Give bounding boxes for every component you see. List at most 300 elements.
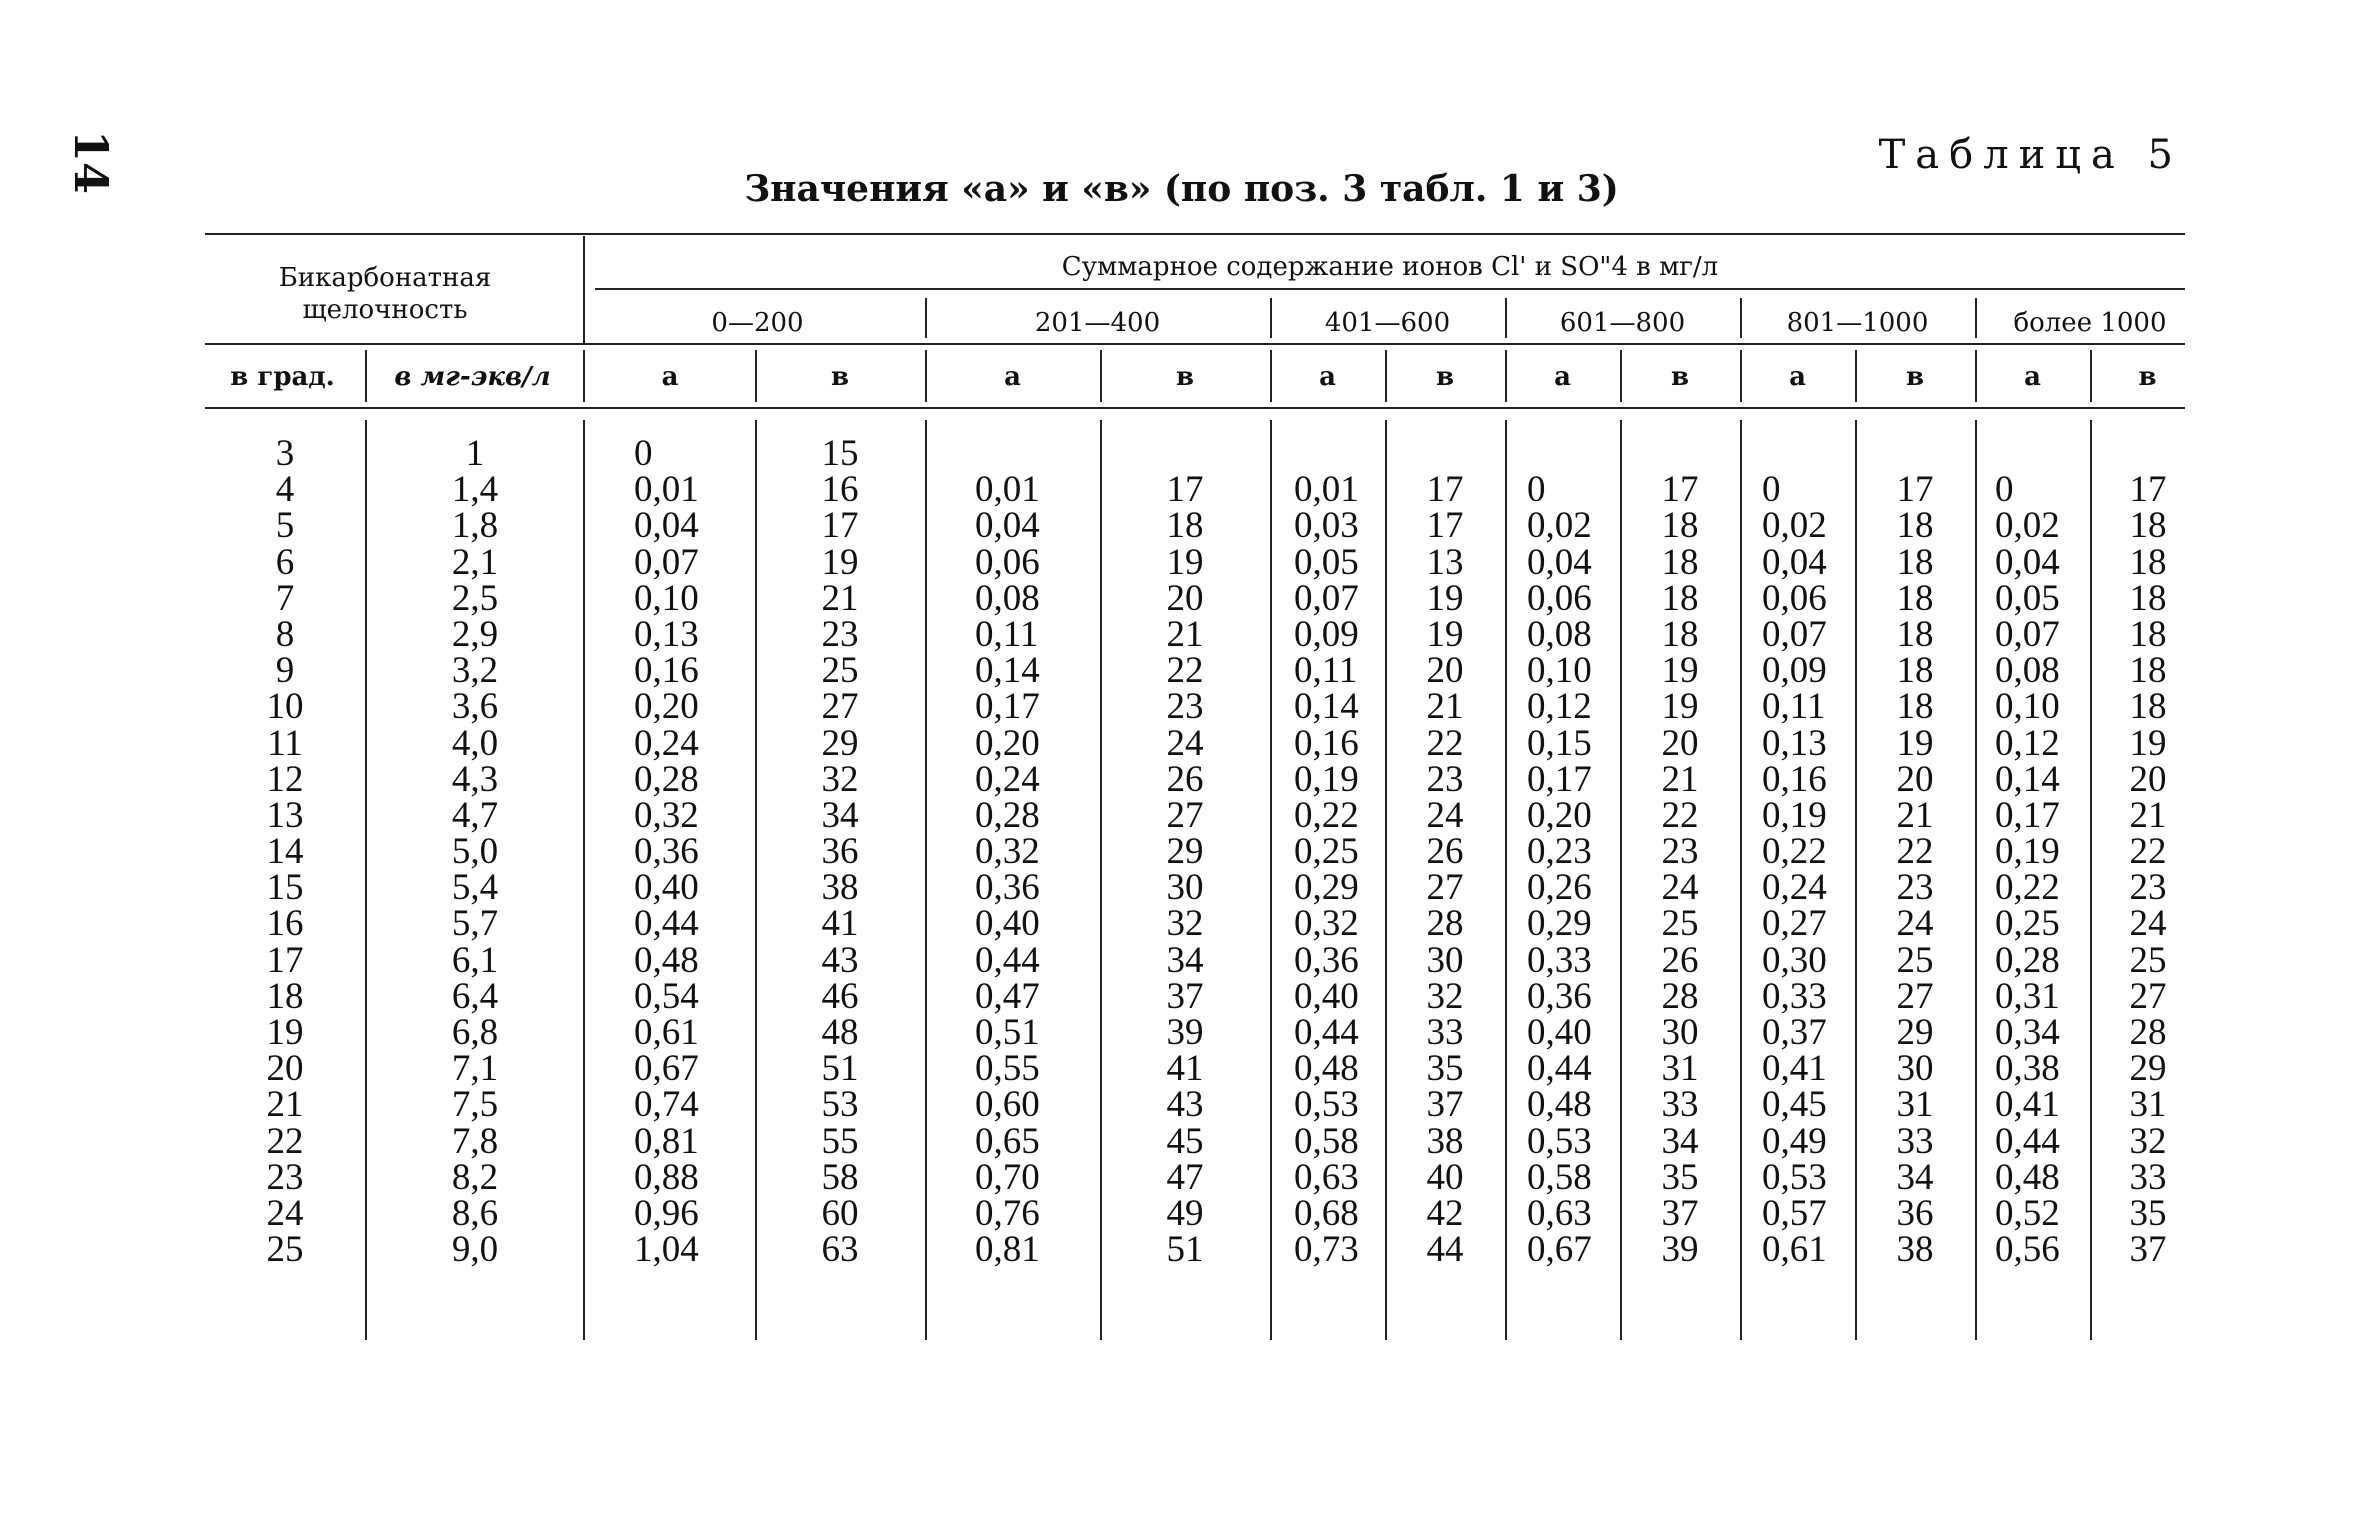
table-cell: 0,23: [1527, 831, 1592, 873]
rule-under-units: [205, 407, 2185, 409]
table-cell: 18: [1896, 577, 1934, 619]
table-cell: 0,44: [1294, 1012, 1359, 1053]
table-cell: 24: [1426, 794, 1464, 836]
table-cell: 22: [266, 1120, 304, 1162]
table-cell: 34: [1661, 1120, 1699, 1162]
table-cell: 40: [1426, 1156, 1464, 1198]
table-cell: 21: [1166, 613, 1204, 655]
table-cell: 0,01: [975, 469, 1040, 511]
table-cell: 0,51: [975, 1012, 1040, 1053]
table-cell: 21: [2129, 794, 2167, 836]
table-cell: 34: [821, 794, 859, 836]
table-cell: 4,0: [451, 722, 499, 764]
header-b: в: [1175, 362, 1195, 392]
range-header: более 1000: [2013, 308, 2167, 338]
header-a: а: [1789, 362, 1806, 392]
table-cell: 0,96: [634, 1192, 699, 1234]
table-cell: 0,53: [1294, 1084, 1359, 1126]
table-cell: 23: [1426, 758, 1464, 800]
table-cell: 0,36: [1294, 939, 1359, 981]
range-header: 601—800: [1559, 308, 1686, 338]
table-cell: 0,88: [634, 1156, 699, 1198]
table-cell: 0,11: [975, 613, 1039, 655]
table-cell: 33: [1661, 1084, 1699, 1126]
table-cell: 31: [1896, 1084, 1934, 1126]
range-header: 201—400: [1034, 308, 1161, 338]
table-cell: 0,44: [634, 903, 699, 945]
header-unit-deg: в град.: [230, 362, 335, 392]
table-cell: 0,08: [1527, 613, 1592, 655]
table-cell: 19: [1661, 686, 1699, 728]
table-cell: 7,8: [451, 1120, 499, 1162]
table-cell: 0,22: [1995, 867, 2060, 909]
table-cell: 0,44: [1995, 1120, 2060, 1162]
table-cell: 0: [1995, 469, 2014, 511]
table-cell: 3,6: [451, 686, 499, 728]
table-cell: 0,12: [1527, 686, 1592, 728]
table-cell: 0,28: [1995, 939, 2060, 981]
table-cell: 0,32: [975, 831, 1040, 873]
table-cell: 29: [1896, 1012, 1934, 1053]
table-cell: 30: [1426, 939, 1464, 981]
table-cell: 0,55: [975, 1048, 1040, 1090]
column-b-over-1000: [2098, 436, 2198, 1271]
table-cell: 0,30: [1762, 939, 1827, 981]
table-cell: 23: [821, 613, 859, 655]
table-cell: 0,17: [1995, 794, 2060, 836]
table-cell: 20: [1661, 722, 1699, 764]
table-cell: 18: [1896, 541, 1934, 583]
table-cell: 32: [1426, 975, 1464, 1017]
table-cell: 0,15: [1527, 722, 1592, 764]
table-cell: 7: [275, 577, 295, 619]
table-cell: 25: [1896, 939, 1934, 981]
table-cell: 0,36: [1527, 975, 1592, 1017]
page-number: 14: [64, 130, 118, 195]
table-cell: 0,25: [1294, 831, 1359, 873]
table-cell: [2098, 436, 2198, 472]
table-cell: 0,16: [1762, 758, 1827, 800]
header-a: а: [661, 362, 679, 392]
column-divider: [1505, 420, 1507, 1340]
table-cell: 0,19: [1762, 794, 1827, 836]
table-cell: 0,19: [1995, 831, 2060, 873]
table-cell: 23: [1661, 831, 1699, 873]
table-cell: 16: [821, 469, 859, 511]
table-cell: 0,45: [1762, 1084, 1827, 1126]
column-divider: [1855, 350, 1857, 402]
table-cell: 0,12: [1995, 722, 2060, 764]
table-cell: 18: [1896, 613, 1934, 655]
rule-under-ion-sum: [595, 288, 2185, 290]
table-cell: 0,25: [1995, 903, 2060, 945]
table-cell: 22: [1661, 794, 1699, 836]
table-cell: 15: [821, 433, 859, 474]
table-cell: 37: [1661, 1192, 1699, 1234]
table-cell: 0,53: [1527, 1120, 1592, 1162]
table-cell: 21: [1426, 686, 1464, 728]
table-cell: 0,48: [634, 939, 699, 981]
table-cell: 0,58: [1527, 1156, 1592, 1198]
table-cell: 18: [2129, 613, 2167, 655]
header-b: в: [2138, 362, 2157, 392]
table-cell: 19: [1426, 577, 1464, 619]
table-cell: 0,07: [1294, 577, 1359, 619]
table-cell: 19: [2129, 722, 2167, 764]
table-label: Таблица 5: [1878, 132, 2183, 178]
column-a-401-600: [1294, 436, 1384, 1271]
table-cell: 27: [1896, 975, 1934, 1017]
table-cell: 19: [266, 1012, 304, 1053]
table-cell: 37: [1426, 1084, 1464, 1126]
table-cell: 0,09: [1294, 613, 1359, 655]
column-divider: [365, 420, 367, 1340]
table-cell: 45: [1166, 1120, 1204, 1162]
table-cell: 0,14: [1995, 758, 2060, 800]
table-cell: 0,06: [1527, 577, 1592, 619]
table-cell: 0,58: [1294, 1120, 1359, 1162]
table-cell: 29: [1166, 831, 1204, 873]
table-cell: 13: [1426, 541, 1464, 583]
rule-under-ranges: [205, 343, 2185, 345]
table-cell: 8: [275, 613, 295, 655]
header-alkalinity: Бикарбонатная щелочность: [278, 263, 492, 325]
column-a-801-1000: [1762, 436, 1852, 1271]
table-cell: 4: [275, 469, 295, 511]
table-title: Значения «а» и «в» (по поз. 3 табл. 1 и 3): [744, 168, 1619, 210]
table-cell: 0,03: [1294, 505, 1359, 547]
table-cell: 0,05: [1995, 577, 2060, 619]
table-cell: 18: [1661, 613, 1699, 655]
table-cell: 20: [1896, 758, 1934, 800]
table-cell: 30: [1661, 1012, 1699, 1053]
column-divider: [1975, 420, 1977, 1340]
column-divider: [1975, 350, 1977, 402]
table-cell: 6,8: [451, 1012, 499, 1053]
table-cell: 0,07: [1995, 613, 2060, 655]
table-cell: 33: [1896, 1120, 1934, 1162]
table-cell: 0,04: [1995, 541, 2060, 583]
table-cell: 32: [821, 758, 859, 800]
table-cell: 27: [2129, 975, 2167, 1017]
table-cell: 13: [266, 794, 304, 836]
table-cell: 35: [1661, 1156, 1699, 1198]
table-cell: 23: [1166, 686, 1204, 728]
table-cell: 0,01: [1294, 469, 1359, 511]
table-cell: 43: [1166, 1084, 1204, 1126]
table-cell: 38: [821, 867, 859, 909]
table-cell: 53: [821, 1084, 859, 1126]
table-cell: 8,6: [451, 1192, 499, 1234]
table-cell: 17: [1661, 469, 1699, 511]
table-cell: 10: [266, 686, 304, 728]
table-cell: 1,04: [634, 1229, 699, 1271]
column-divider: [2090, 420, 2092, 1340]
table-cell: 0,33: [1762, 975, 1827, 1017]
table-cell: 55: [821, 1120, 859, 1162]
table-cell: 14: [266, 831, 304, 873]
column-a-601-800: [1527, 436, 1617, 1271]
table-cell: 20: [1166, 577, 1204, 619]
table-cell: 18: [2129, 541, 2167, 583]
header-a: а: [1319, 362, 1336, 392]
table-cell: 0,24: [975, 758, 1040, 800]
column-deg: [210, 433, 360, 1271]
table-cell: 0,32: [1294, 903, 1359, 945]
table-cell: 0,20: [975, 722, 1040, 764]
table-cell: 27: [1166, 794, 1204, 836]
table-cell: [1527, 436, 1617, 472]
table-cell: 0,76: [975, 1192, 1040, 1234]
table-cell: 0,16: [634, 650, 699, 692]
table-cell: 21: [266, 1084, 304, 1126]
table-cell: 0,17: [975, 686, 1040, 728]
table-cell: 3,2: [451, 650, 499, 692]
table-cell: 0,10: [634, 577, 699, 619]
table-cell: [1995, 436, 2087, 472]
table-cell: 0,20: [634, 686, 699, 728]
table-cell: 0,08: [1995, 650, 2060, 692]
table-cell: 16: [266, 903, 304, 945]
table-cell: 0,54: [634, 975, 699, 1017]
table-cell: 19: [1426, 613, 1464, 655]
table-cell: 0,11: [1294, 650, 1358, 692]
column-divider: [1270, 298, 1272, 338]
table-cell: 0,14: [975, 650, 1040, 692]
table-cell: 0,06: [975, 541, 1040, 583]
table-cell: 0,11: [1762, 686, 1826, 728]
table-cell: 0,13: [1762, 722, 1827, 764]
column-divider: [1505, 350, 1507, 402]
table-cell: 0,38: [1995, 1048, 2060, 1090]
column-divider: [925, 350, 927, 402]
table-cell: 26: [1166, 758, 1204, 800]
table-cell: 0,67: [1527, 1229, 1592, 1271]
table-cell: 23: [2129, 867, 2167, 909]
table-cell: 5,7: [451, 903, 499, 945]
table-cell: 0,48: [1527, 1084, 1592, 1126]
table-cell: 30: [1166, 867, 1204, 909]
table-cell: 47: [1166, 1156, 1204, 1198]
table-cell: 8,2: [451, 1156, 499, 1198]
table-cell: 0,74: [634, 1084, 699, 1126]
table-cell: 0,02: [1762, 505, 1827, 547]
column-divider: [1855, 420, 1857, 1340]
column-a-0-200: [634, 433, 752, 1271]
table-cell: 0,10: [1527, 650, 1592, 692]
table-cell: 0,20: [1527, 794, 1592, 836]
header-b: в: [1435, 362, 1455, 392]
table-cell: 0,29: [1294, 867, 1359, 909]
table-cell: 0,28: [634, 758, 699, 800]
table-cell: 0,28: [975, 794, 1040, 836]
table-cell: 0,67: [634, 1048, 699, 1090]
column-divider: [365, 350, 367, 402]
table-cell: 38: [1896, 1229, 1934, 1271]
header-b: в: [1905, 362, 1925, 392]
table-cell: 29: [2129, 1048, 2167, 1090]
table-cell: 22: [1896, 831, 1934, 873]
table-cell: 19: [821, 541, 859, 583]
table-cell: 1,4: [451, 469, 499, 511]
table-cell: 0,17: [1527, 758, 1592, 800]
table-cell: 17: [266, 939, 304, 981]
table-cell: 21: [821, 577, 859, 619]
table-cell: 0,24: [1762, 867, 1827, 909]
table-cell: 18: [1896, 686, 1934, 728]
table-cell: 0,04: [634, 505, 699, 547]
table-cell: 0,22: [1294, 794, 1359, 836]
table-cell: 25: [266, 1229, 304, 1271]
table-cell: 0,44: [1527, 1048, 1592, 1090]
column-divider: [925, 420, 927, 1340]
table-cell: 31: [1661, 1048, 1699, 1090]
range-header: 801—1000: [1786, 308, 1929, 338]
table-cell: 51: [1166, 1229, 1204, 1271]
table-cell: 46: [821, 975, 859, 1017]
table-cell: 11: [267, 722, 303, 764]
table-cell: 20: [266, 1048, 304, 1090]
table-cell: 19: [1166, 541, 1204, 583]
table-cell: 0,07: [1762, 613, 1827, 655]
table-cell: 24: [1166, 722, 1204, 764]
table-cell: 51: [821, 1048, 859, 1090]
table-cell: 0,63: [1294, 1156, 1359, 1198]
table-cell: 0,16: [1294, 722, 1359, 764]
table-cell: 22: [2129, 831, 2167, 873]
table-cell: 24: [2129, 903, 2167, 945]
table-cell: 4,3: [451, 758, 499, 800]
table-cell: 60: [821, 1192, 859, 1234]
table-cell: 36: [821, 831, 859, 873]
table-cell: [1865, 436, 1965, 472]
table-cell: [975, 436, 1095, 472]
table-cell: 0,81: [975, 1229, 1040, 1271]
table-cell: 1: [465, 433, 485, 474]
column-divider: [1975, 298, 1977, 338]
column-divider: [1740, 298, 1742, 338]
table-cell: 15: [266, 867, 304, 909]
header-b: в: [1670, 362, 1690, 392]
table-cell: 0,40: [1294, 975, 1359, 1017]
table-cell: [1395, 436, 1495, 472]
table-cell: 30: [1896, 1048, 1934, 1090]
column-b-401-600: [1395, 436, 1495, 1271]
column-divider: [755, 420, 757, 1340]
table-cell: 0,37: [1762, 1012, 1827, 1053]
table-cell: 41: [821, 903, 859, 945]
table-cell: 5: [275, 505, 295, 547]
table-cell: 19: [1896, 722, 1934, 764]
column-b-801-1000: [1865, 436, 1965, 1271]
table-cell: 0,14: [1294, 686, 1359, 728]
table-cell: 0,41: [1762, 1048, 1827, 1090]
table-cell: 24: [1661, 867, 1699, 909]
table-cell: 17: [1166, 469, 1204, 511]
table-cell: 63: [821, 1229, 859, 1271]
header-unit-mg: в мг-экв/л: [394, 362, 551, 392]
table-cell: 0,24: [634, 722, 699, 764]
table-cell: 0,49: [1762, 1120, 1827, 1162]
table-cell: 17: [2129, 469, 2167, 511]
table-cell: 0,32: [634, 794, 699, 836]
table-cell: 36: [1896, 1192, 1934, 1234]
column-b-601-800: [1630, 436, 1730, 1271]
table-cell: 0,40: [975, 903, 1040, 945]
table-cell: 21: [1896, 794, 1934, 836]
table-cell: 18: [2129, 505, 2167, 547]
table-cell: 0: [1527, 469, 1546, 511]
table-cell: 34: [1166, 939, 1204, 981]
table-cell: 44: [1426, 1229, 1464, 1271]
column-divider: [1270, 420, 1272, 1340]
column-divider: [925, 298, 927, 338]
table-cell: 0,53: [1762, 1156, 1827, 1198]
table-cell: 25: [821, 650, 859, 692]
table-cell: 0,10: [1995, 686, 2060, 728]
table-cell: 0,60: [975, 1084, 1040, 1126]
table-cell: 48: [821, 1012, 859, 1053]
table-cell: 0,29: [1527, 903, 1592, 945]
column-divider: [1385, 350, 1387, 402]
table-cell: 37: [2129, 1229, 2167, 1271]
table-cell: 17: [1896, 469, 1934, 511]
column-divider: [755, 350, 757, 402]
column-divider: [1100, 420, 1102, 1340]
table-cell: 0,63: [1527, 1192, 1592, 1234]
table-cell: 23: [266, 1156, 304, 1198]
table-cell: 17: [1426, 469, 1464, 511]
header-a: а: [1554, 362, 1571, 392]
table-cell: 0,02: [1995, 505, 2060, 547]
table-cell: 0,04: [1762, 541, 1827, 583]
table-cell: 0,13: [634, 613, 699, 655]
table-cell: 33: [2129, 1156, 2167, 1198]
table-cell: 18: [2129, 650, 2167, 692]
table-cell: 33: [1426, 1012, 1464, 1053]
table-cell: 0,02: [1527, 505, 1592, 547]
header-a: а: [1004, 362, 1021, 392]
table-cell: 2,5: [451, 577, 499, 619]
column-mg: [385, 433, 565, 1271]
table-cell: 6: [275, 541, 295, 583]
header-b: в: [830, 362, 850, 392]
table-cell: 0,33: [1527, 939, 1592, 981]
table-cell: [1125, 436, 1245, 472]
column-a-201-400: [975, 436, 1095, 1271]
table-cell: 0,26: [1527, 867, 1592, 909]
table-cell: 41: [1166, 1048, 1204, 1090]
table-cell: 28: [2129, 1012, 2167, 1053]
table-cell: 0,73: [1294, 1229, 1359, 1271]
table-cell: 0,61: [634, 1012, 699, 1053]
table-cell: 0,70: [975, 1156, 1040, 1198]
table-cell: 17: [821, 505, 859, 547]
table-cell: 35: [2129, 1192, 2167, 1234]
table-cell: 34: [1896, 1156, 1934, 1198]
table-cell: [1762, 436, 1852, 472]
table-cell: 39: [1661, 1229, 1699, 1271]
table-cell: 43: [821, 939, 859, 981]
table-cell: 0,40: [634, 867, 699, 909]
table-cell: 0,40: [1527, 1012, 1592, 1053]
table-cell: 0,61: [1762, 1229, 1827, 1271]
table-cell: 0,34: [1995, 1012, 2060, 1053]
table-cell: 9,0: [451, 1229, 499, 1271]
table-cell: 3: [275, 433, 295, 474]
table-cell: 0,36: [975, 867, 1040, 909]
column-divider: [1270, 350, 1272, 402]
